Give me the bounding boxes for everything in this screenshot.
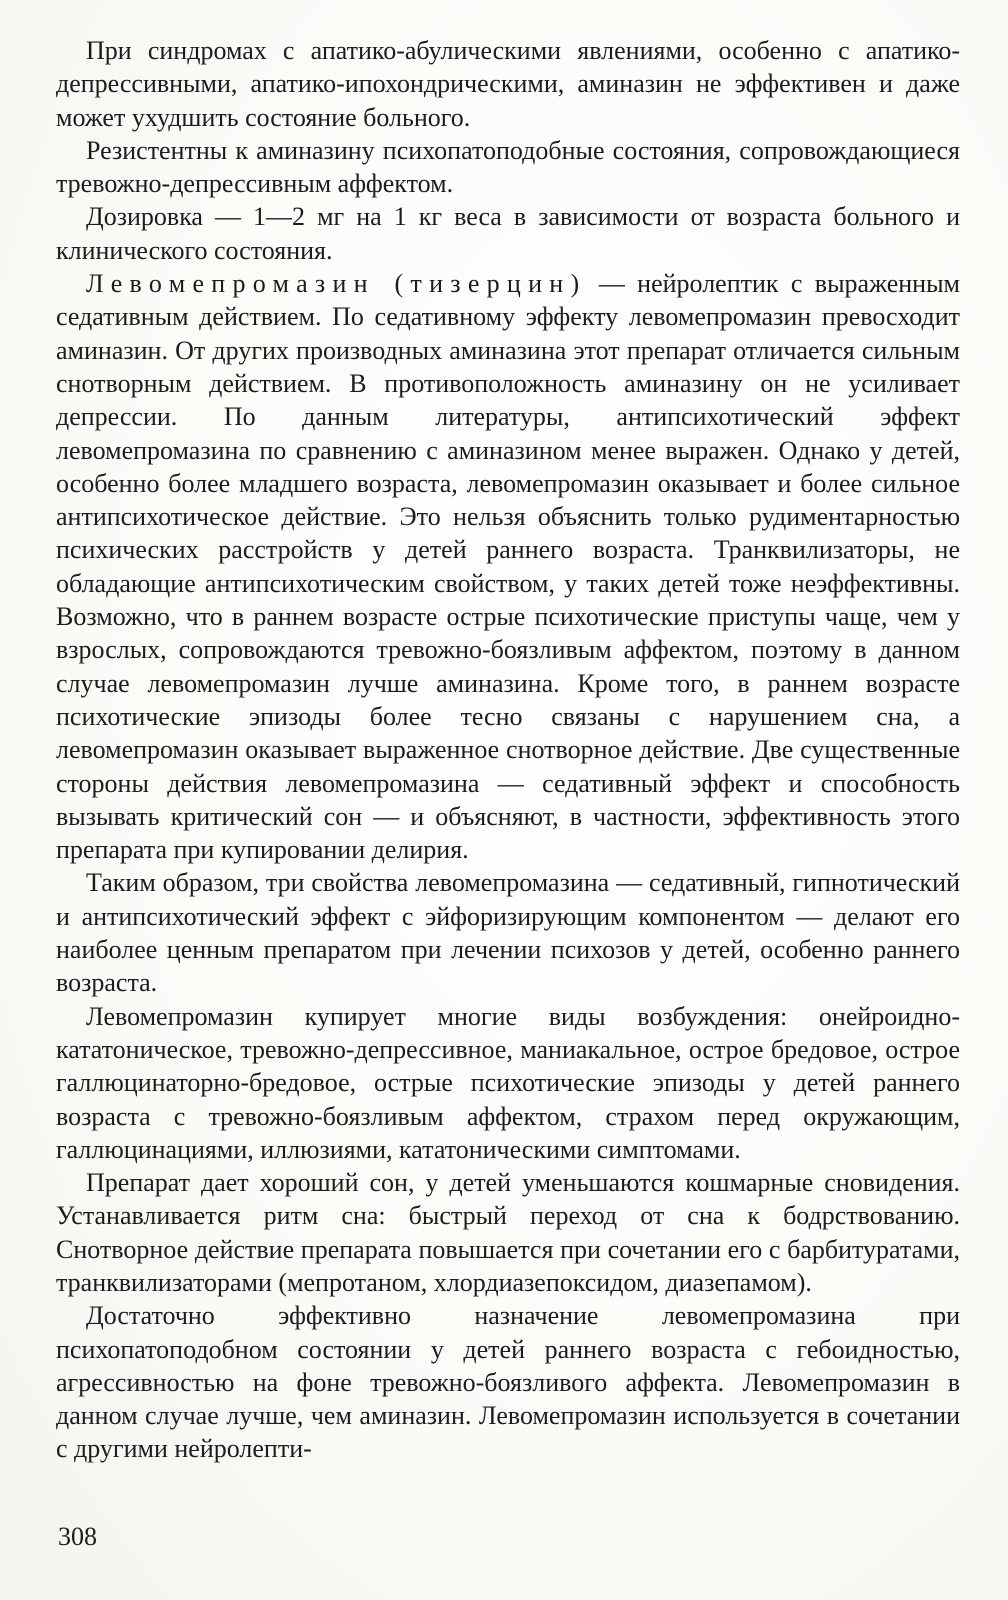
drug-description: — нейролептик с выраженным седативным действием. По седативному эффекту левомепромазин превосходит аминазин. От других производных аминазина этот препарат отличается сильным снотворным действием. В противоположность аминазину он не усиливает депрессии. По данным литературы, антипсихотический эффект левомепромазина по сравнению с аминазином менее выражен. Однако у детей, особенно более младшего возраста, левомепромазин оказывает и более сильное антипсихотическое действие. Это нельзя объяснить только рудиментарностью психических расстройств у детей раннего возраста. Транквилизаторы, не обладающие антипсихотическим свойством, у таких детей тоже неэффективны. Возможно, что в раннем возрасте острые психотические приступы чаще, чем у взрослых, сопровождаются тревожно-боязливым аффектом, поэтому в данном случае левомепромазин лучше аминазина. Кроме того, в раннем возрасте психотические эпизоды более тесно связаны с нарушением сна, а левомепромазин оказывает выраженное снотворное действие. Две существенные стороны действия левомепромазина — седативный эффект и способность вызывать критический сон — и объясняют, в частности, эффективность этого препарата при купировании делирия. <box>56 269 960 865</box>
page-number: 308 <box>58 1522 97 1551</box>
paragraph-sleep-effect: Препарат дает хороший сон, у детей уменьшаются кошмарные сновидения. Устанавливается ритм сна: быстрый переход от сна к бодрствованию. Снотворное действие препарата повышается при сочетании его с барбитуратами, транквилизаторами (мепротаном, хлордиазепоксидом, диазепамом). <box>56 1168 960 1297</box>
paragraph-psychopathic-states: Достаточно эффективно назначение левомепромазина при психопатоподобном состоянии у детей раннего возраста с гебоидностью, агрессивностью на фоне тревожно-боязливого аффекта. Левомепромазин в данном случае лучше, чем аминазин. Левомепромазин используется в сочетании с другими нейролепти- <box>56 1301 960 1464</box>
drug-term: Левомепромазин (тизерцин) <box>86 269 587 299</box>
paragraph-apathy-syndromes: При синдромах с апатико-абулическими явлениями, особенно с апатико-депрессивными, апатико-ипохондрическими, аминазин не эффективен и даже может ухудшить состояние больного. <box>56 36 960 132</box>
body-text <box>56 34 960 1466</box>
paragraph-resistant-states: Резистентны к аминазину психопатоподобные состояния, сопровождающиеся тревожно-депрессивным аффектом. <box>56 135 960 199</box>
paragraph-dosage: Дозировка — 1—2 мг на 1 кг веса в зависимости от возраста больного и клинического состояния. <box>56 202 960 265</box>
paragraph-three-properties: Таким образом, три свойства левомепромазина — седативный, гипнотический и антипсихотический эффект с эйфоризирующим компонентом — делают его наиболее ценным препаратом при лечении психозов у детей, особенно раннего возраста. <box>56 868 960 998</box>
paragraph-excitation-types: Левомепромазин купирует многие виды возбуждения: онейроидно-кататоническое, тревожно-депрессивное, маниакальное, острое бредовое, острое галлюцинаторно-бредовое, острые психотические эпизоды у детей раннего возраста с тревожно-боязливым аффектом, страхом перед окружающим, галлюцинациями, иллюзиями, кататоническими симптомами. <box>56 1001 960 1164</box>
paragraph-levomepromazine <box>56 267 960 866</box>
